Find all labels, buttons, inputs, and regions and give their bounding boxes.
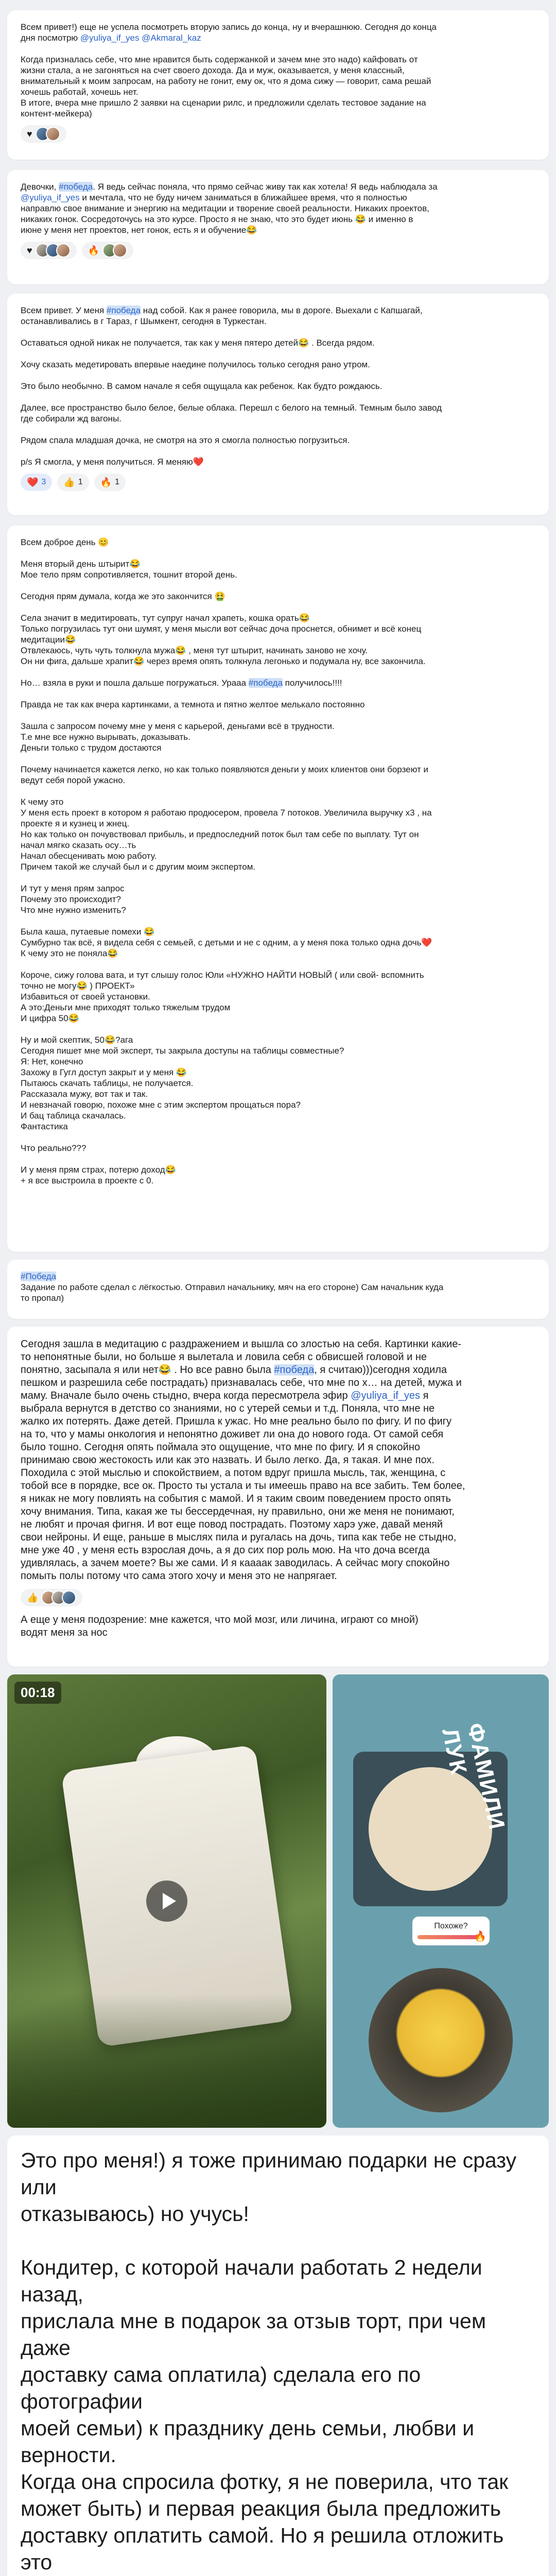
post-line: Сумбурно так всё, я видела себя с семьей, с детьми и не с одним, а у меня пока только одна дочь❤️ — [21, 938, 432, 947]
story-attachment[interactable] — [333, 1674, 549, 2128]
post-line: где собирали жд вагоны. — [21, 414, 121, 423]
post-line — [21, 424, 535, 435]
post-line: Деньги только с трудом достаются — [21, 743, 162, 753]
reaction-fire-button[interactable] — [82, 242, 133, 259]
post-card-5 — [7, 1260, 549, 1319]
post-line: маму. Вначале было очень стыдно, вчера когда пересмотрела эфир @yuliya_if_yes я — [21, 1390, 429, 1401]
post-line — [21, 1024, 535, 1035]
post-line: Причем такой же случай был и с другим моим экспертом. — [21, 862, 256, 872]
post-card-2 — [7, 170, 549, 284]
fire-icon: 🔥 — [100, 477, 112, 487]
post-line: водят меня за нос — [21, 1627, 108, 1638]
avatar — [46, 127, 60, 141]
post-line: Т.е мне все нужно вырывать, доказывать. — [21, 732, 190, 742]
reactor-avatars — [41, 1590, 76, 1605]
post-5-text — [21, 1271, 535, 1303]
reaction-heart-button[interactable] — [21, 242, 77, 259]
post-line: Я: Нет, конечно — [21, 1057, 83, 1066]
post-line: отказываюсь) но учусь! — [21, 2202, 249, 2226]
post-card-final — [7, 2136, 549, 2576]
hashtag-link[interactable]: #победа — [59, 182, 93, 192]
reactor-avatars — [36, 243, 71, 258]
post-line: жизни стала, а не загоняться на счет своего дохода. Да и муж, оказывается, у меня классный, — [21, 65, 405, 75]
thumbs-up-icon: 👍 — [27, 1592, 39, 1603]
reaction-count: 3 — [41, 478, 46, 486]
post-line: пешком и разрешила себе пострадать) признавалась себе, что мне по х… на детей, мужа и — [21, 1377, 462, 1388]
post-line: верности. — [21, 2443, 116, 2467]
post-line: жалко их потерять. Даже детей. Пришла к ужас. Но мне реально было по фигу. И по фигу — [21, 1416, 452, 1427]
post-line: точно не могу😂 ) ПРОЕКТ» — [21, 981, 135, 991]
mention-link[interactable]: @yuliya_if_yes — [21, 193, 80, 202]
reaction-count: 1 — [78, 478, 83, 486]
post-line: Сегодня зашла в медитацию с раздражением и вышла со злостью на себя. Картинки какие- — [21, 1338, 462, 1350]
post-line: Почему начинается кажется легко, но как только появляются деньги у моих клиентов они борзеют и — [21, 765, 429, 774]
post-line: было тошно. Сегодня опять поймала это ощущение, что мне по фигу. И я спокойно — [21, 1442, 421, 1453]
post-line: Пытаюсь скачать таблицы, не получается. — [21, 1078, 194, 1088]
fire-icon: 🔥 — [88, 245, 100, 256]
post-line — [21, 959, 535, 970]
post-line: Сегодня прям думала, когда же это закончится 🤮 — [21, 591, 225, 601]
post-line — [21, 916, 535, 926]
post-line: Походила с этой мыслью и спокойствием, а потом вдруг пришла мысль, так, женщина, с — [21, 1467, 446, 1479]
post-line: Он ни фига, дальше храпит😂 через время опять толкнула легонько и подумала ну, все закончила. — [21, 656, 426, 666]
heart-icon: ♥ — [27, 128, 32, 139]
post-line: мне уже 40 , у меня есть взрослая дочь, а я до сих пор роль мою. На что доча всегда — [21, 1545, 430, 1556]
post-line — [21, 753, 535, 764]
reaction-thumbs-up-button[interactable] — [57, 473, 89, 491]
post-line — [21, 392, 535, 402]
post-line: на то, что у мамы онкология и непонятно доживет ли она до нового года. От самой себя — [21, 1429, 444, 1440]
poll-slider[interactable] — [418, 1931, 486, 1942]
post-line: понятно, засыпала я или нет😂 . Но все равно была #победа, я считаю)))сегодня ходила — [21, 1364, 447, 1376]
post-line: Когда она спросила фотку, я не поверила, что так — [21, 2470, 509, 2494]
post-line: Хочу сказать медетировать впервые наедине получилось только сегодня рано утром. — [21, 360, 370, 369]
post-line: Зашла с запросом почему мне у меня с карьерой, деньгами всё в трудности. — [21, 721, 335, 731]
post-line: Задание по работе сделал с лёгкостью. Отправил начальнику, мяч на его стороне) Сам начальник куда — [21, 1282, 444, 1292]
post-line — [21, 1271, 535, 1282]
post-line: Это было необычно. В самом начале я себя ощущала как ребенок. Как будто рождаюсь. — [21, 381, 383, 391]
heart-icon: ❤️ — [27, 477, 39, 487]
post-line: Всем привет. У меня #победа над собой. Как я ранее говорила, мы в дороге. Выехали с Капшагай, — [21, 306, 423, 315]
post-line: Рассказала мужу, вот так и так. — [21, 1089, 148, 1099]
post-line: Сегодня пишет мне мой эксперт, ты закрыла доступы на таблицы совместные? — [21, 1046, 344, 1056]
post-line: Только погрузилась тут они шумят, у меня мысли вот сейчас доча проснется, обнимет и всё конец — [21, 624, 422, 634]
reaction-fire-button[interactable] — [94, 473, 126, 491]
reactor-avatars — [36, 127, 60, 141]
post-line: то пропал) — [21, 1293, 64, 1303]
post-line: А это:Деньги мне приходят только тяжелым трудом — [21, 1003, 231, 1012]
post-line: удивлялась, а зачем моете? Вы же сами. И я каааак заводилась. А сейчас могу спокойно — [21, 1557, 450, 1569]
reaction-bar — [21, 125, 535, 143]
post-line: помыть полы потому что сама этого хочу и меня это не напрягает. — [21, 1570, 337, 1582]
reaction-heart-button[interactable] — [21, 125, 66, 143]
hashtag-link[interactable]: #победа — [248, 678, 283, 688]
post-line: принимаю свою жестокость или как это назвать. И было легко. Да, я такая. И мне пох. — [21, 1454, 435, 1466]
post-line: начал мягко сказать осу…ть — [21, 840, 136, 850]
post-line: хочу внимания. Типа, какая же ты бессердечная, ну правильно, они же меня не понимают, — [21, 1506, 455, 1517]
mention-link[interactable]: @Akmaral_kaz — [142, 33, 201, 43]
post-line — [21, 43, 535, 54]
post-2-text — [21, 181, 535, 235]
post-1-text — [21, 22, 535, 119]
post-card-4 — [7, 526, 549, 1252]
post-card-3 — [7, 294, 549, 515]
post-line — [21, 602, 535, 613]
story-title: ФАМИЛИ ЛУК — [437, 1721, 510, 1833]
post-line — [21, 580, 535, 591]
post-line: Правда не так как вчера картинками, а темнота и пятно желтое мелькало постоянно — [21, 700, 365, 709]
post-line: может быть) и первая реакция была предложить — [21, 2497, 501, 2520]
reactor-avatars — [102, 243, 127, 258]
post-line: Мое тело прям сопротивляется, тошнит второй день. — [21, 570, 237, 580]
post-line: А еще у меня подозрение: мне кажется, что мой мозг, или личина, играют со мной) — [21, 1614, 419, 1625]
play-icon[interactable] — [146, 1880, 187, 1922]
thumbs-up-icon: 👍 — [63, 477, 75, 487]
avatar — [56, 243, 71, 258]
post-line: В итоге, вчера мне пришло 2 заявки на сценарии рилс, и предложили сделать тестовое задание на — [21, 98, 426, 108]
avatar — [113, 243, 127, 258]
media-row — [7, 1674, 549, 2128]
post-line: Девочки, #победа. Я ведь сейчас поняла, что прямо сейчас живу так как хотела! Я ведь наблюдала за — [21, 182, 438, 192]
post-line: И цифра 50😂 — [21, 1013, 79, 1023]
grass-overlay — [7, 1994, 326, 2128]
post-line — [21, 327, 535, 337]
mention-link[interactable]: @yuliya_if_yes — [351, 1390, 421, 1401]
post-6-followup — [21, 1614, 535, 1639]
post-line: тобой все в порядке, все ок. Просто ты устала и ты имеешь право на все забить. Тем более, — [21, 1480, 465, 1492]
story-poll[interactable] — [412, 1917, 490, 1945]
post-line — [21, 667, 535, 677]
reaction-bar — [21, 242, 535, 259]
post-line: Что мне нужно изменить? — [21, 905, 126, 915]
post-line: И невзначай говорю, похоже мне с этим экспертом прощаться пора? — [21, 1100, 301, 1110]
post-3-text — [21, 305, 535, 467]
post-line: p/s Я смогла, у меня получиться. Я меняю❤️ — [21, 457, 204, 467]
post-line: Это про меня!) я тоже принимаю подарки не сразу или — [21, 2148, 523, 2199]
post-line: Фантастика — [21, 1122, 68, 1131]
post-line: моей семьи) к празднику день семьи, любви и — [21, 2416, 474, 2440]
post-line: К чему это не поняла😂 — [21, 948, 118, 958]
post-line: доставку оплатить самой. Но я решила отложить это — [21, 2523, 510, 2574]
post-line: Но… взяла в руки и пошла дальше погружаться. Урааа #победа получилось!!!! — [21, 678, 342, 688]
post-line: Ну и мой скептик, 50😂?ага — [21, 1035, 133, 1045]
post-line: прислала мне в подарок за отзыв торт, при чем даже — [21, 2309, 492, 2360]
avatar — [62, 1590, 76, 1605]
post-line: ведут себя порой ужасно. — [21, 775, 126, 785]
post-line — [21, 370, 535, 381]
post-line: хочешь работай, хочешь нет. — [21, 87, 138, 97]
reaction-heart-button[interactable] — [21, 473, 52, 491]
post-line — [21, 688, 535, 699]
post-line: Далее, все пространство было белое, белые облака. Перешл с белого на темный. Темным было завод — [21, 403, 442, 413]
post-line: я никак не могу повлиять на события с мамой. И я таким своим поведением просто опять — [21, 1493, 451, 1504]
hashtag-link[interactable]: #Победа — [21, 1272, 57, 1281]
post-line: @yuliya_if_yes и мечтала, что не буду ничем заниматься в ближайшее время, что я полностью — [21, 193, 407, 202]
post-line: дня посмотрю @yuliya_if_yes @Akmaral_kaz — [21, 33, 201, 43]
reaction-count: 1 — [115, 478, 119, 486]
post-6-text — [21, 1338, 535, 1583]
post-line: останавливались в г Тараз, г Шымкент, сегодня в Туркестан. — [21, 316, 267, 326]
post-line — [21, 710, 535, 721]
post-card-1 — [7, 10, 549, 160]
post-line: И бац таблица скачалась. — [21, 1111, 126, 1121]
post-line: июне у меня нет проектов, нет гонок, есть я и обучение😂 — [21, 225, 257, 235]
post-line: Кондитер, с которой начали работать 2 недели назад, — [21, 2256, 489, 2306]
post-line: Когда призналась себе, что мне нравится быть содержанкой и зачем мне это надо) кайфовать от — [21, 55, 418, 64]
post-line: К чему это — [21, 797, 64, 807]
post-line: Оставаться одной никак не получается, так как у меня пятеро детей😂 . Всегда рядом. — [21, 338, 375, 348]
post-line — [21, 348, 535, 359]
post-line: Избавиться от своей установки. — [21, 992, 150, 1002]
post-line — [21, 446, 535, 456]
post-line: Меня вторый день штырит😂 — [21, 559, 141, 569]
poll-question: Похоже? — [434, 1922, 468, 1930]
hashtag-link[interactable]: #победа — [274, 1364, 315, 1376]
post-line — [21, 1197, 535, 1208]
post-line: то непонятные были, но больше я вылетала и ловила себя с обвисшей головой и не — [21, 1351, 427, 1363]
post-line: + я все выстроила в проекте с 0. — [21, 1176, 154, 1185]
post-line — [21, 786, 535, 796]
heart-icon: ♥ — [27, 245, 32, 256]
post-line — [21, 1186, 535, 1197]
fire-icon: 🔥 — [474, 1931, 486, 1942]
reaction-bar — [21, 473, 535, 491]
post-line: Всем привет!) еще не успела посмотреть вторую запись до конца, ну и вчерашнюю. Сегодня до конца — [21, 22, 437, 32]
post-line: не любят и прочая фигня. И вот еще повод пострадать. Поэтому харэ уже, давай меняй — [21, 1519, 443, 1530]
post-line — [21, 2227, 535, 2254]
family-photo — [369, 1968, 513, 2112]
reaction-bar — [21, 1589, 535, 1606]
post-line: свои нейроны. И еще, раньше в мыслях пила и ругалась на дочь, типа как тебе не стыдно, — [21, 1532, 457, 1543]
post-line: Короче, сижу голова вата, и тут слышу голос Юли «НУЖНО НАЙТИ НОВЫЙ ( или свой- вспомнить — [21, 970, 424, 980]
post-line: внимательный к моим запросам, на работу не гонит, ему ок, что я дома сижу — говорит, сама решай — [21, 76, 431, 86]
post-line: Захожу в Гугл доступ закрыт и у меня 😂 — [21, 1067, 187, 1077]
post-line: контент-мейкера) — [21, 109, 92, 118]
post-4-text — [21, 537, 535, 1218]
post-line: Была каша, путаевые помехи 😂 — [21, 927, 155, 937]
post-line: Рядом спала младшая дочка, не смотря на это я смогла полностью погрузиться. — [21, 435, 350, 445]
video-attachment[interactable] — [7, 1674, 326, 2128]
post-line: Всем доброе день 😊 — [21, 537, 109, 547]
post-card-6 — [7, 1327, 549, 1667]
post-line — [21, 548, 535, 558]
post-line: Отвлекаюсь, чуть чуть толкнула мужа😂 , меня тут штырит, начинать заново не хочу. — [21, 646, 368, 655]
post-line: Почему это происходит? — [21, 894, 121, 904]
reaction-thumbs-up-button[interactable] — [21, 1589, 82, 1606]
video-timer: 00:18 — [14, 1682, 61, 1704]
post-line — [21, 1208, 535, 1218]
post-line: выбрала вернутся в детство со знаниями, но с утерей семьи и т.д. Поняла, что мне не — [21, 1403, 435, 1414]
post-line: Начал обесценивать мою работу. — [21, 851, 157, 861]
post-line — [21, 1132, 535, 1143]
post-line: Но как только он почувствовал прибыль, и предпоследний поток был там себе по выплату. Тут он — [21, 829, 419, 839]
post-line — [21, 1154, 535, 1164]
post-line: направлю свое внимание и энергию на медитации и творение своей реальности. Никаких проектов, — [21, 204, 429, 213]
post-line: доставку сама оплатила) сделала его по фотографии — [21, 2363, 427, 2413]
post-line — [21, 872, 535, 883]
post-line: никаких гонок. Сосредоточусь на это курсе. Просто я не знаю, что это будет июнь 😂 и именно в — [21, 214, 413, 224]
post-line: медитации😂 — [21, 635, 76, 645]
post-line: У меня есть проект в котором я работаю продюсером, провела 7 потоков. Увеличила выручку х3 , на — [21, 808, 432, 818]
final-post-text — [21, 2147, 535, 2576]
mention-link[interactable]: @yuliya_if_yes — [80, 33, 140, 43]
post-line: Что реально??? — [21, 1143, 86, 1153]
post-line: проекте я и кузнец и жнец. — [21, 819, 130, 828]
post-line: Села значит в медитировать, тут супруг начал храпеть, кошка орать😂 — [21, 613, 310, 623]
post-line: И у меня прям страх, потерю доход😂 — [21, 1165, 176, 1175]
hashtag-link[interactable]: #победа — [106, 306, 141, 315]
post-line: И тут у меня прям запрос — [21, 884, 125, 893]
